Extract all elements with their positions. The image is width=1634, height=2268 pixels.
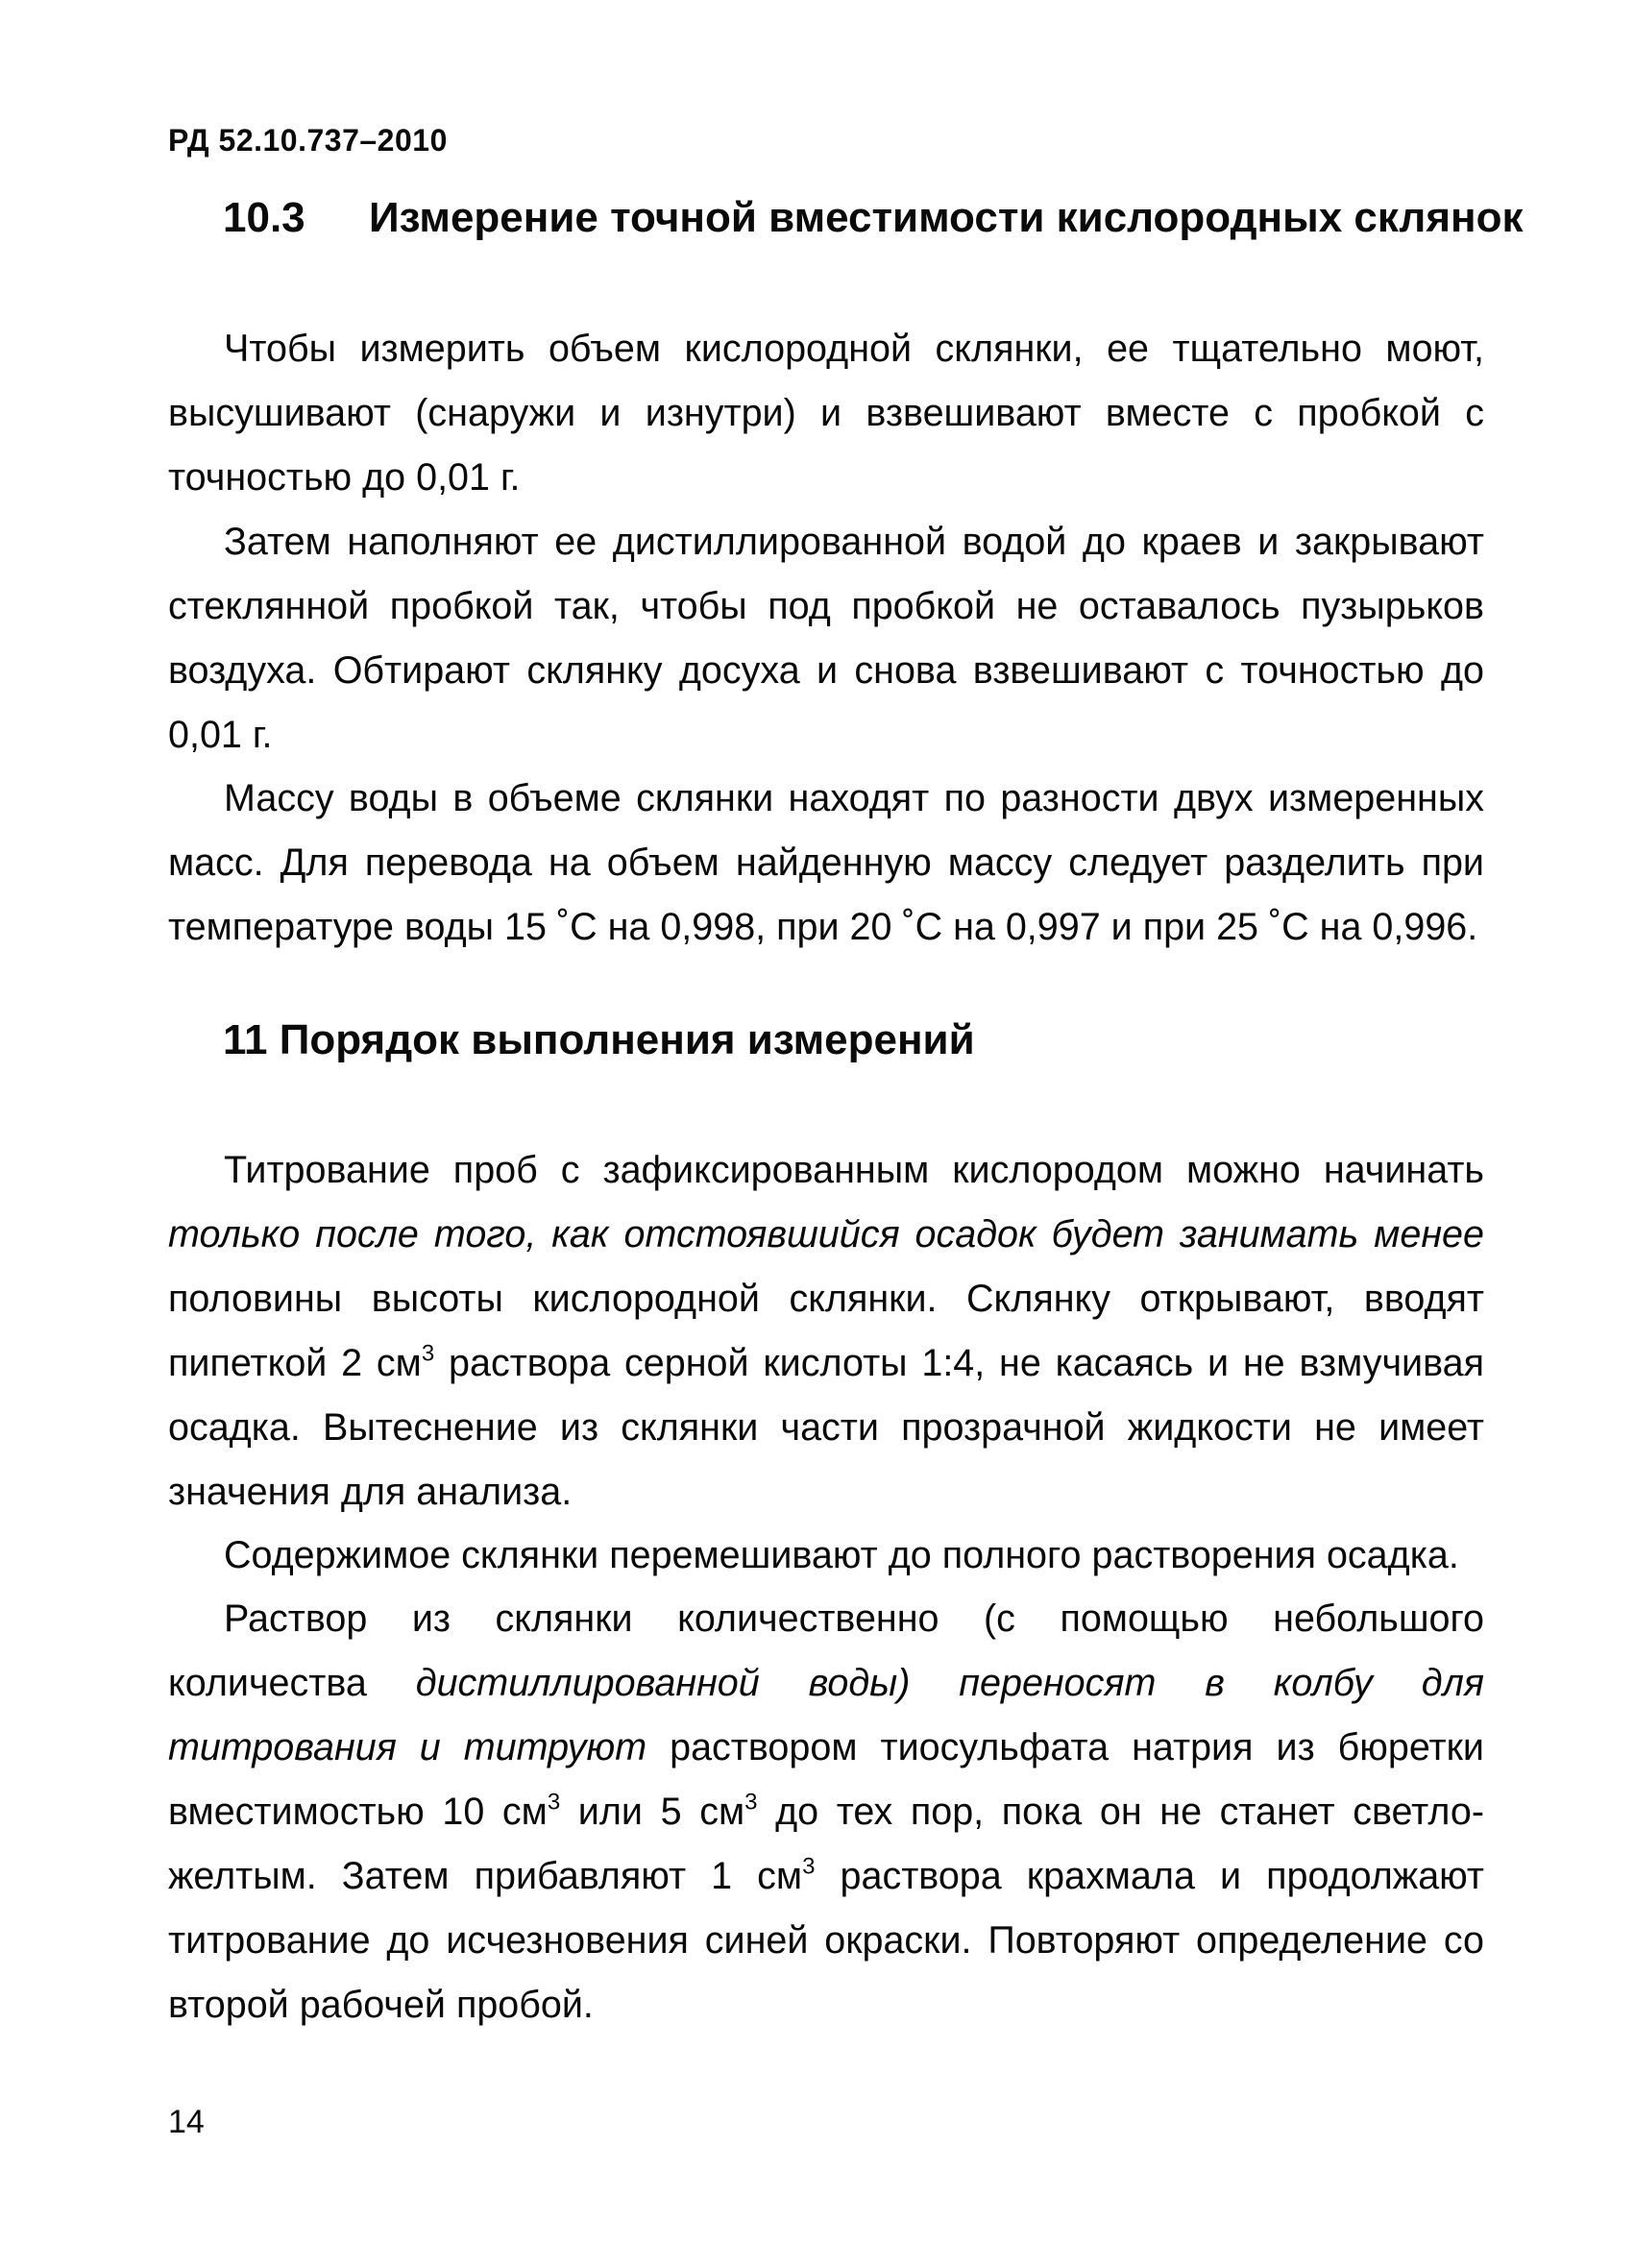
text-run: раствора серной кислоты 1:4, не касаясь и не взмучивая осадка. Вытеснение из склянки части прозрачной жидкости не имеет значения для анализа.	[168, 1342, 1484, 1513]
superscript: 3	[802, 1853, 816, 1880]
superscript: 3	[744, 1789, 758, 1816]
superscript: 3	[547, 1789, 561, 1816]
section-title: Измерение точной вместимости кислородных склянок	[369, 194, 1524, 241]
paragraph: Содержимое склянки перемешивают до полного растворения осадка.	[224, 1534, 1459, 1576]
italic-text-run: дистиллированной воды) переносят в колбу для титрования и титруют	[168, 1662, 1484, 1768]
italic-text-run: только после того, как отстоявшийся осадок будет занимать менее	[168, 1213, 1484, 1256]
page-number: 14	[168, 2104, 205, 2140]
text-run: раствором тиосульфата натрия из бюретки вместимостью 10 см	[168, 1726, 1484, 1833]
paragraph	[168, 1138, 1484, 1524]
text-run: или 5 см	[560, 1791, 745, 1833]
paragraph: Массу воды в объеме склянки находят по разности двух измеренных масс. Для перевода на объем найденную массу следует разделить при температуре воды 15 ˚С на 0,998, при 20 ˚С на 0,997 и при 25 ˚С на 0,996.	[168, 777, 1484, 948]
text-run: до тех пор, пока он не станет светло-желтым. Затем прибавляют 1 см	[168, 1791, 1484, 1897]
document-code: РД 52.10.737–2010	[168, 123, 448, 158]
text-run: Титрование проб с зафиксированным кислородом можно начинать	[224, 1149, 1484, 1191]
section-number: 10.3	[223, 194, 305, 241]
paragraph: Затем наполняют ее дистиллированной водой до краев и закрывают стеклянной пробкой так, чтобы под пробкой не оставалось пузырьков воздуха. Обтирают склянку досуха и снова взвешивают с точностью до 0,01 г.	[168, 521, 1484, 756]
section-11-heading: 11 Порядок выполнения измерений	[223, 1016, 975, 1063]
paragraph	[168, 1587, 1484, 2037]
superscript: 3	[421, 1340, 435, 1367]
section-10-3-heading	[223, 194, 1524, 242]
text-run: половины высоты кислородной склянки. Склянку открывают, вводят пипеткой 2 см	[168, 1278, 1484, 1384]
paragraph: Чтобы измерить объем кислородной склянки, ее тщательно моют, высушивают (снаружи и изнутри) и взвешивают вместе с пробкой с точностью до 0,01 г.	[168, 328, 1484, 499]
text-run: раствора крахмала и продолжают титрование до исчезновения синей окраски. Повторяют определение со второй рабочей пробой.	[168, 1855, 1485, 2026]
text-run: Раствор из склянки количественно (с помощью небольшого количества	[168, 1597, 1484, 1704]
